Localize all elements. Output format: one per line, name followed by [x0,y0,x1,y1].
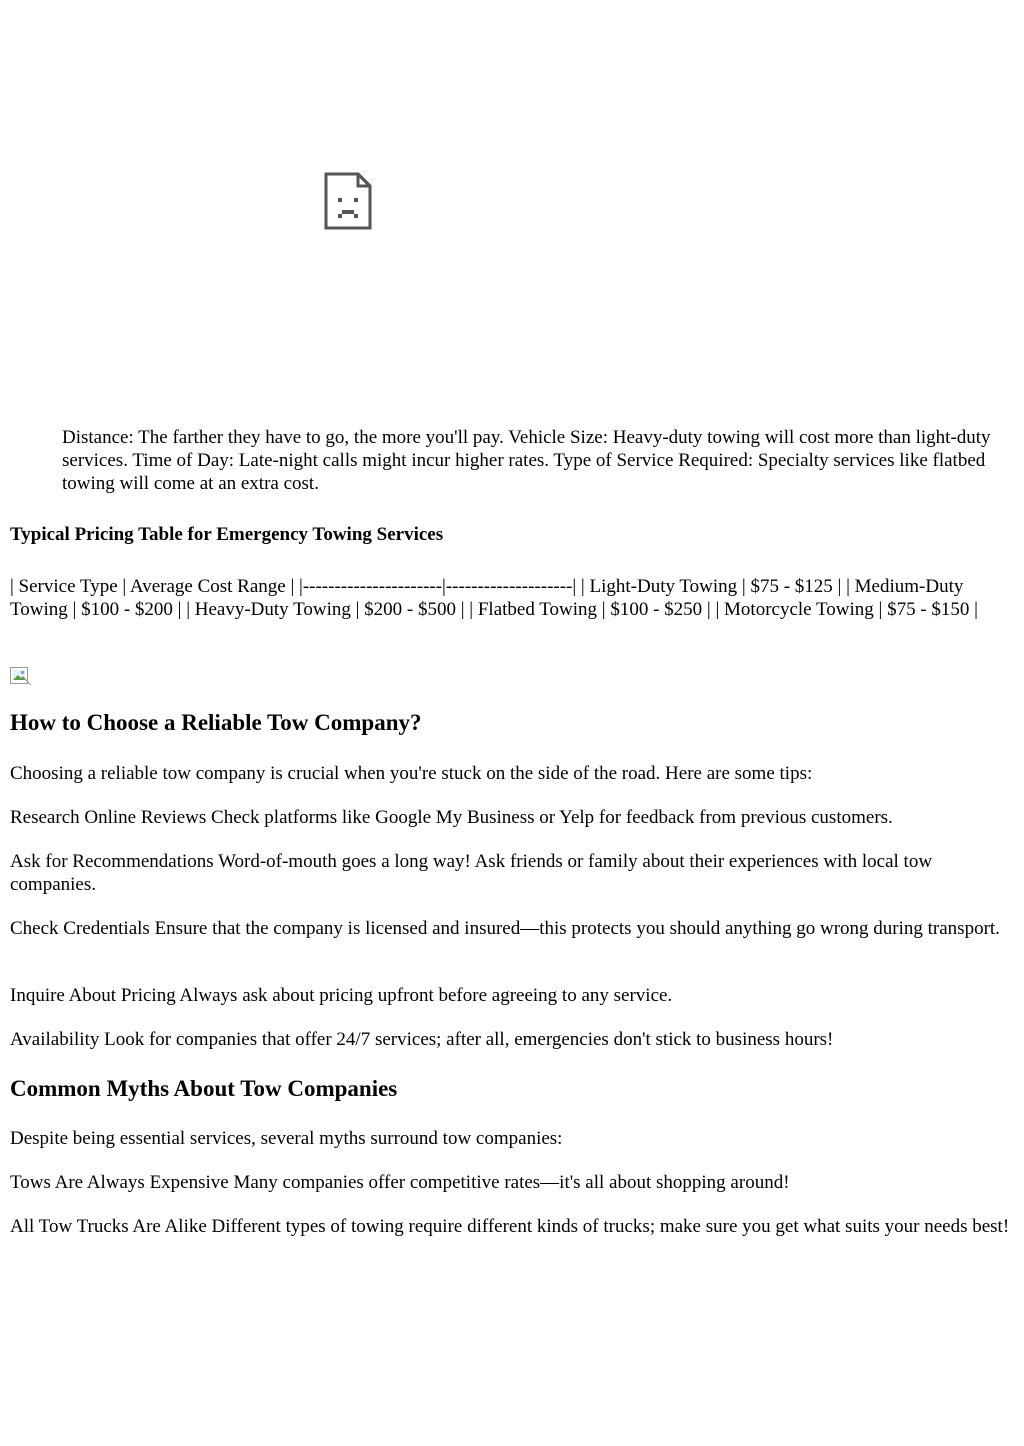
myths-intro: Despite being essential services, several myths surround tow companies: [10,1128,563,1149]
myth-trucks-alike: All Tow Trucks Are Alike Different types of towing require different kinds of trucks; make sure you get what suits your needs best! [10,1216,1010,1237]
pricing-table-text: | Service Type | Average Cost Range | |----------------------|--------------------| | Light-Duty Towing | $75 - $125 | | Medium-Duty Towing | $100 - $200 | | Heavy-Duty Towing | $200 - $500 | | Flatbed Towing | $100 - $250 | | Motorcycle Towing | $75 - $150 | [10,576,978,620]
tip-availability: Availability Look for companies that offer 24/7 services; after all, emergencies don't stick to business hours! [10,1029,834,1050]
broken-page-icon [324,172,372,230]
tip-credentials: Check Credentials Ensure that the company is licensed and insured—this protects you should anything go wrong during transport. [10,918,1000,939]
broken-image-icon [10,667,31,686]
choose-intro: Choosing a reliable tow company is crucial when you're stuck on the side of the road. Here are some tips: [10,763,813,784]
myths-heading: Common Myths About Tow Companies [10,1076,398,1101]
tip-recommendations: Ask for Recommendations Word-of-mouth goes a long way! Ask friends or family about their experiences with local tow companies. [10,851,933,895]
choose-heading: How to Choose a Reliable Tow Company? [10,710,422,735]
tip-pricing: Inquire About Pricing Always ask about pricing upfront before agreeing to any service. [10,985,673,1006]
tip-reviews: Research Online Reviews Check platforms like Google My Business or Yelp for feedback from previous customers. [10,807,893,828]
myth-expensive: Tows Are Always Expensive Many companies offer competitive rates—it's all about shopping around! [10,1172,790,1193]
cost-factors-paragraph: Distance: The farther they have to go, the more you'll pay. Vehicle Size: Heavy-duty towing will cost more than light-duty services. Time of Day: Late-night calls might incur higher rates. Type of Service Required: Specialty services like flatbed towing will come at an extra cost. [62,427,991,494]
pricing-heading: Typical Pricing Table for Emergency Towing Services [10,524,444,545]
